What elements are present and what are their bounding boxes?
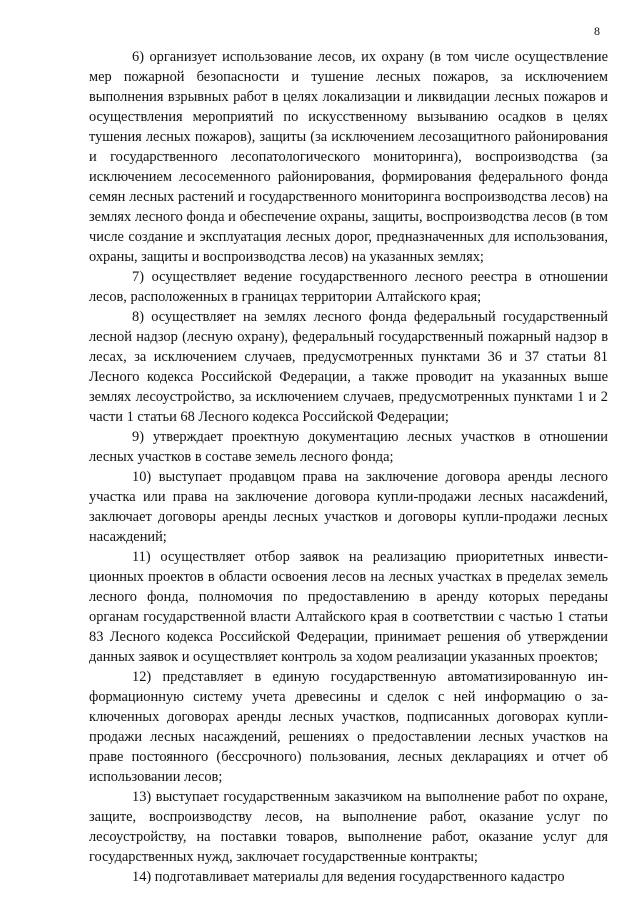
paragraph-item-7: 7) осуществляет ведение государственного лесного реестра в отношении лесов, расположенных в границах территории Алтайского края; <box>89 269 608 305</box>
paragraph-item-6: 6) организует использование лесов, их охрану (в том числе осуществление мер пожарной безопасности и тушение лесных пожаров, за исключением выполнения взрывных работ в целях локализации и ликвидации лесных пожаров и осуществления мероприятий по искусственному вызыванию осадков в целях тушения лесных пожаров), защиты (за исключением лесозащитного районирования и государственного лесопатологического мониторинга), воспроизводства (за исключением лесосеменного районирования, формирования федерального фонда семян лесных растений и государственного мониторинга воспроизводства лесов) на землях лесного фонда и обеспечение охраны, защиты, воспроизводства лесов (в том числе создание и эксплуатация лесных дорог, предназначенных для использования, охраны, защиты и воспроизводства лесов) на указанных землях; <box>89 49 608 265</box>
paragraph-item-9: 9) утверждает проектную документацию лесных участков в отношении лесных участков в составе земель лесного фонда; <box>89 429 608 465</box>
document-body <box>89 47 608 887</box>
page-number: 8 <box>594 24 600 38</box>
paragraph-item-11: 11) осуществляет отбор заявок на реализацию приоритетных инвестиционных проектов в области освоения лесов на лесных участках в пределах земель лесного фонда, полномочия по предоставлению в аренду которых переданы органам государственной власти Алтайского края в соответствии с частью 1 статьи 83 Лесного кодекса Российской Федерации, принимает решения об утверждении данных заявок и осуществляет контроль за ходом реализации указанных проектов; <box>89 549 608 665</box>
paragraph-item-8: 8) осуществляет на землях лесного фонда федеральный государственный лесной надзор (лесную охрану), федеральный государственный пожарный надзор в лесах, за исключением случаев, предусмотренных пунктами 36 и 37 статьи 81 Лесного кодекса Российской Федерации, а также проводит на указанных выше землях лесоустройство, за исключением случаев, предусмотренных пунктами 1 и 2 части 1 статьи 68 Лесного кодекса Российской Федерации; <box>89 309 608 425</box>
paragraph-item-13: 13) выступает государственным заказчиком на выполнение работ по охране, защите, воспроизводству лесов, на выполнение работ, оказание услуг по лесоустройству, на поставки товаров, выполнение работ, оказание услуг для государственных нужд, заключает государственные контракты; <box>89 789 608 865</box>
paragraph-item-14: 14) подготавливает материалы для ведения государственного кадастро <box>132 869 565 885</box>
paragraph-item-10: 10) выступает продавцом права на заключение договора аренды лесного участка или права на заключение договора купли-продажи лесных насажdений, заключает договоры аренды лесных участков и договоры купли-продажи лесных насаждений; <box>89 469 608 545</box>
paragraph-item-12: 12) представляет в единую государственную автоматизированную информационную систему учета древесины и сделок с ней информацию о заключенных договорах аренды лесных участков, подписанных договорах купли-продажи лесных насаждений, решениях о предоставлении лесных участков на праве постоянного (бессрочного) пользования, лесных декларациях и отчет об использовании лесов; <box>89 669 608 785</box>
